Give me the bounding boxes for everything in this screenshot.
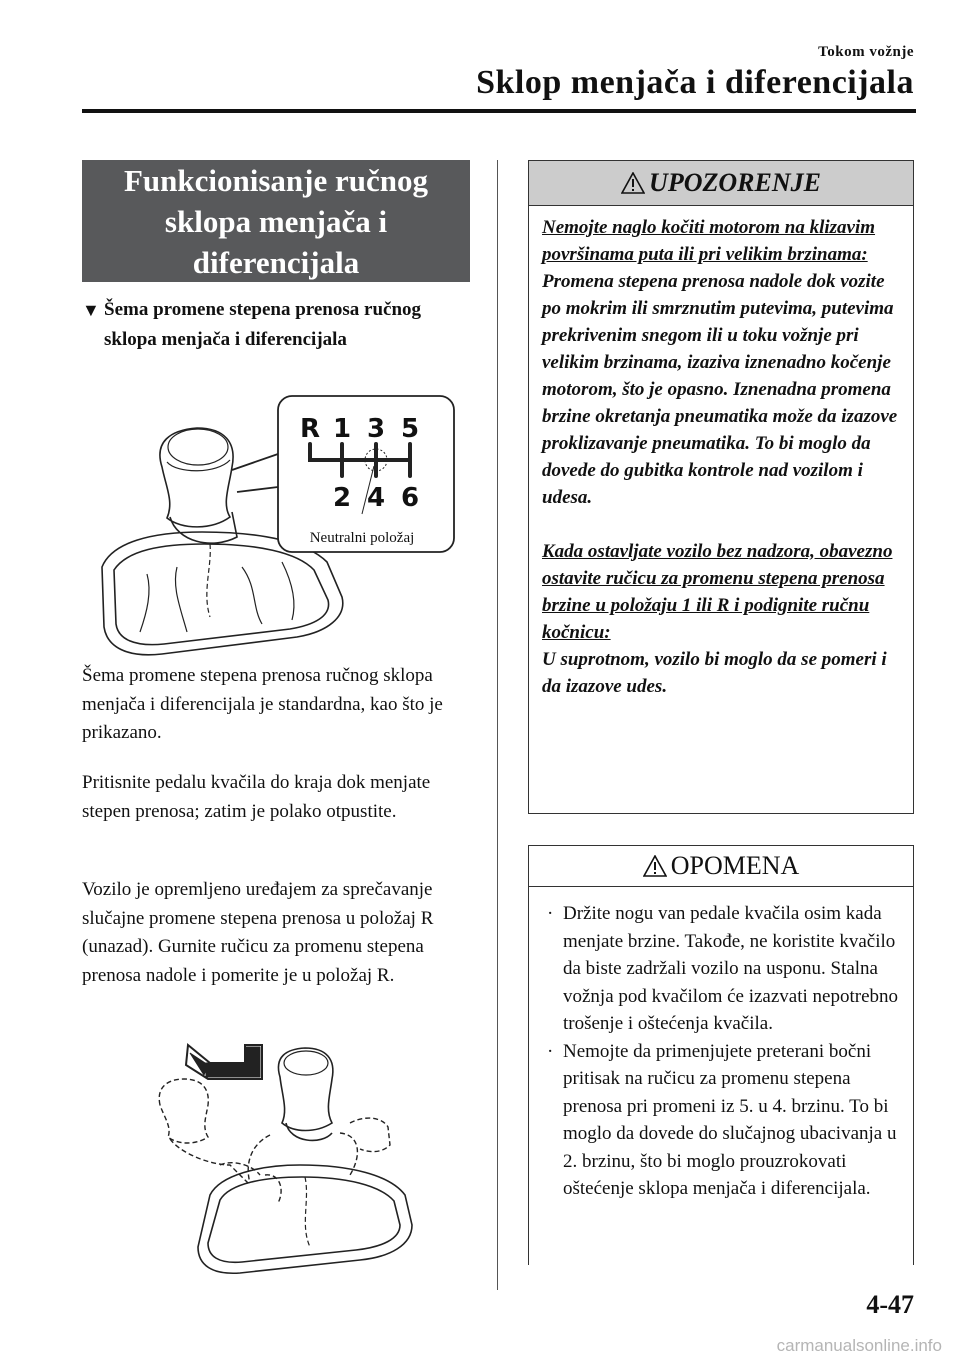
column-divider xyxy=(497,160,498,1290)
gear-label-3: 3 xyxy=(366,414,386,444)
page-title: Sklop menjača i diferencijala xyxy=(476,64,914,101)
caution-header xyxy=(529,846,913,887)
warning-header xyxy=(529,161,913,206)
watermark: carmanualsonline.info xyxy=(776,1336,942,1355)
warning-heading-1: Nemojte naglo kočiti motorom na klizavim površinama puta ili pri velikim brzinama: xyxy=(542,217,876,265)
warning-body xyxy=(542,214,902,700)
warning-triangle-icon xyxy=(643,855,667,877)
gear-label-1: 1 xyxy=(332,414,352,444)
gear-label-6: 6 xyxy=(400,483,420,513)
section-title-box xyxy=(82,160,470,282)
push-down-arrow-icon xyxy=(186,1045,262,1079)
shift-pattern-figure xyxy=(92,392,467,662)
warning-label: UPOZORENJE xyxy=(649,168,821,197)
list-item xyxy=(537,1038,907,1203)
warning-text-1: Promena stepena prenosa nadole dok vozite po mokrim ili smrznutim putevima, putevima prekrivenim snegom ili u toku vožnje pri velikim brzinama, izaziva iznenadno kočenje motorom, što je opasno. Iznenadna promena brzine okretanja pneumatika može da izazove proklizavanje pneumatika. To bi moglo da dovede do gubitka kontrole nad vozilom i udesa. xyxy=(542,271,898,508)
warning-heading-2: Kada ostavljate vozilo bez nadzora, obavezno ostavite ručicu za promenu stepena prenosa brzine u položaju 1 ili R i podignite ručnu kočnicu: xyxy=(542,541,893,643)
caution-box xyxy=(528,845,914,1265)
gear-label-R: R xyxy=(299,414,321,444)
paragraph-1: Šema promene stepena prenosa ručnog sklopa menjača i diferencijala je standardna, kao što je prikazano. xyxy=(82,665,443,743)
bullet: · xyxy=(547,1040,554,1062)
caution-item-1: Držite nogu van pedale kvačila osim kada menjate brzine. Takođe, ne koristite kvačilo da biste zadržali vozilo na usponu. Stalna vožnja pod kvačilom će izazvati nepotrebno trošenje i oštećenja kvačila. xyxy=(563,903,899,1034)
warning-text-2: U suprotnom, vozilo bi moglo da se pomeri i da izazove udes. xyxy=(542,649,887,697)
caution-body xyxy=(537,900,907,1203)
section-title: Funkcionisanje ručnog sklopa menjača i diferencijala xyxy=(123,162,429,280)
header-rule xyxy=(82,109,916,113)
paragraph-3: Vozilo je opremljeno uređajem za sprečavanje slučajne promene stepena prenosa u položaj R (unazad). Gurnite ručicu za promenu stepena prenosa nadole i pomerite je u položaj R. xyxy=(82,879,434,986)
caution-item-2: Nemojte da primenjujete preterani bočni pritisak na ručicu za promenu stepena prenosa pri promeni iz 5. u 4. brzinu. To bi moglo da dovede do slučajnog ubacivanja u 2. brzinu, što bi moglo prouzrokovati oštećenje sklopa menjača i diferencijala. xyxy=(563,1040,897,1199)
paragraph-2: Pritisnite pedalu kvačila do kraja dok menjate stepen prenosa; zatim je polako otpustite. xyxy=(82,772,431,822)
warning-box xyxy=(528,160,914,814)
warning-triangle-icon xyxy=(621,172,645,194)
triangle-down-icon: ▼ xyxy=(82,300,100,320)
bullet: · xyxy=(547,903,554,924)
gear-label-2: 2 xyxy=(332,483,352,513)
gear-label-5: 5 xyxy=(400,414,420,444)
subheading-text: Šema promene stepena prenosa ručnog sklopa menjača i diferencijala xyxy=(104,299,422,350)
list-item xyxy=(537,900,907,1038)
page-number: 4-47 xyxy=(866,1290,914,1319)
subheading xyxy=(82,295,482,355)
chapter-label: Tokom vožnje xyxy=(818,44,914,60)
caution-label: OPOMENA xyxy=(670,851,800,880)
gear-label-4: 4 xyxy=(366,483,386,513)
reverse-shift-figure xyxy=(150,1035,420,1280)
neutral-position-label: Neutralni položaj xyxy=(309,530,415,546)
